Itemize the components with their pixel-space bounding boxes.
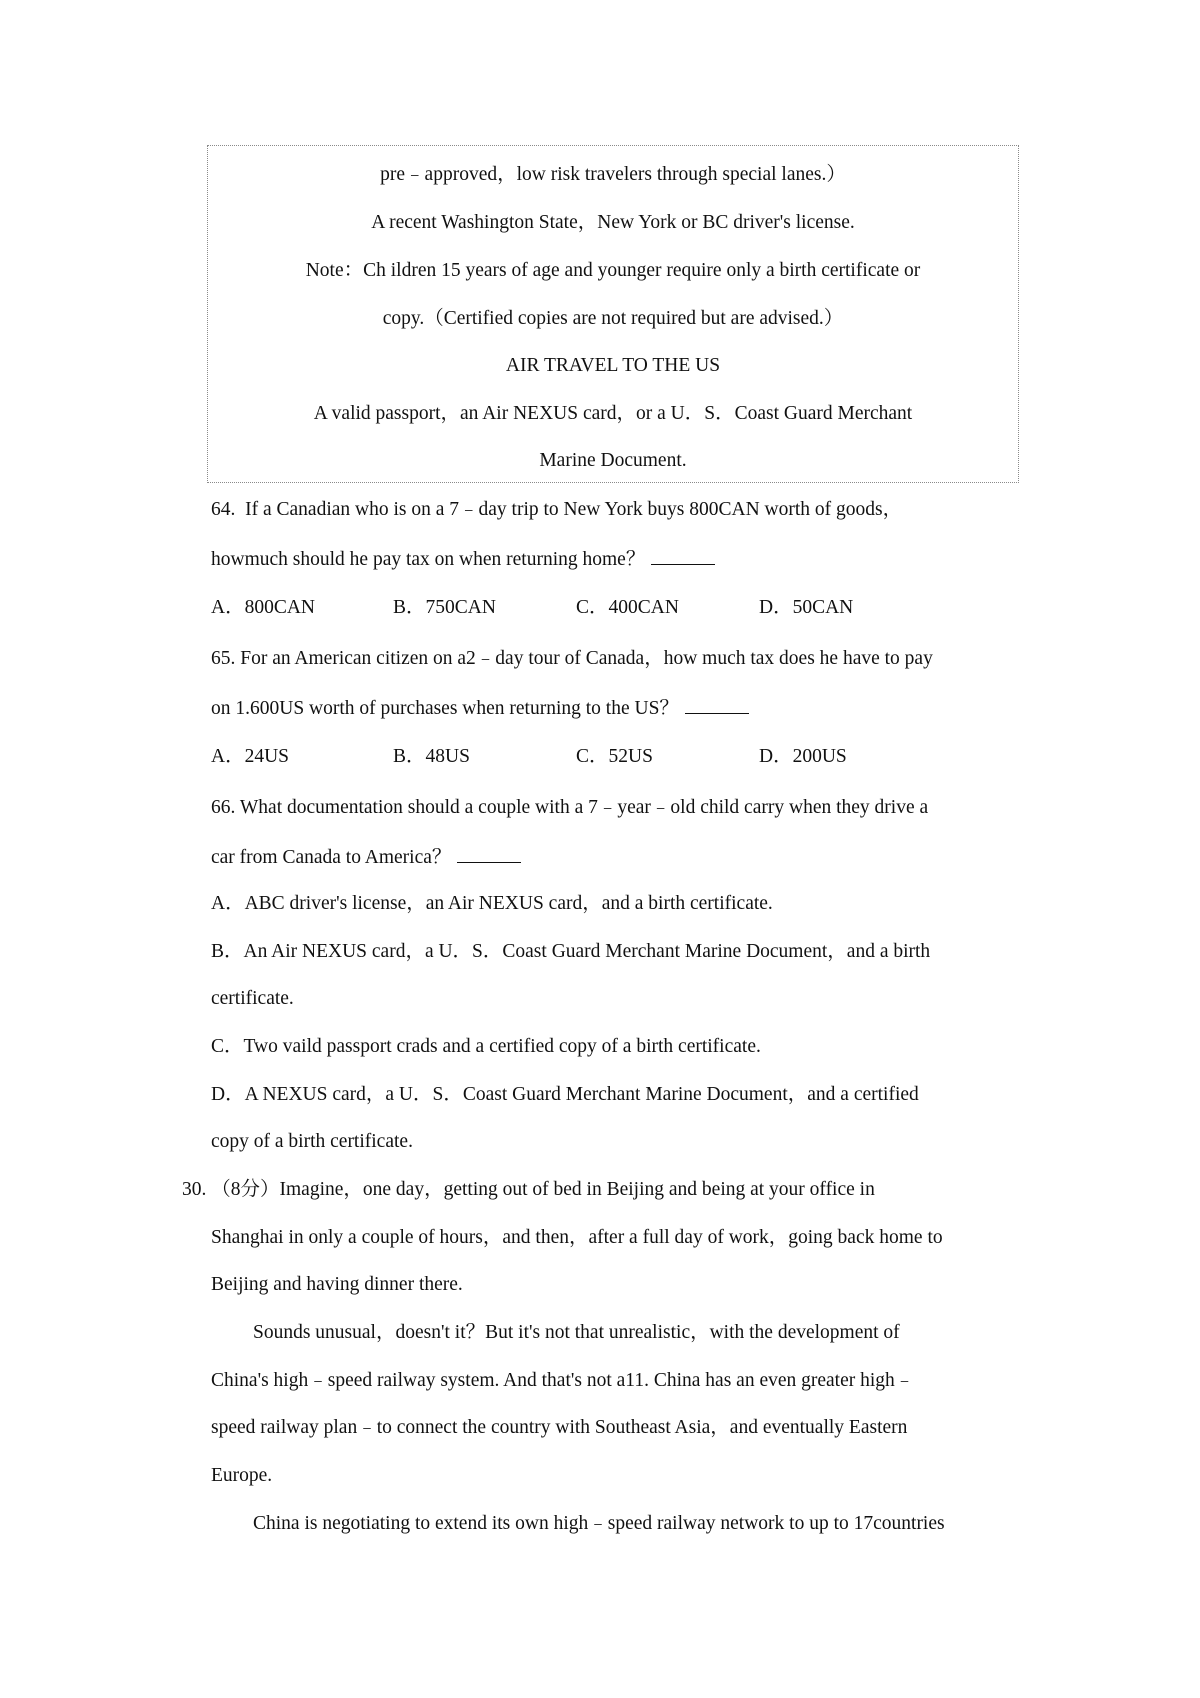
question-30-line-1: 30. （8分）Imagine，one day，getting out of bed in Beijing and being at your office in <box>182 1179 875 1200</box>
option-b: B．An Air NEXUS card，a U．S．Coast Guard Merchant Marine Document，and a birth <box>211 941 931 962</box>
passage-line: Europe. <box>211 1465 273 1486</box>
option-b-cont: certificate. <box>211 988 294 1009</box>
option-c: C．400CAN <box>576 597 679 618</box>
question-66-text: 66. What documentation should a couple with a 7﹣year﹣old child carry when they drive a <box>211 797 929 818</box>
question-64-options <box>0 596 1200 620</box>
box-line-1: pre﹣approved，low risk travelers through special lanes.） <box>380 164 846 185</box>
option-d: D．A NEXUS card，a U．S．Coast Guard Merchant Marine Document，and a certified <box>211 1084 919 1105</box>
box-line-6: A valid passport，an Air NEXUS card，or a U．S．Coast Guard Merchant <box>313 403 913 424</box>
box-line-7: Marine Document. <box>539 450 687 471</box>
question-66-line-1 <box>211 796 928 820</box>
option-c: C．52US <box>576 746 653 767</box>
passage-line: speed railway plan﹣to connect the country with Southeast Asia，and eventually Eastern <box>211 1417 908 1438</box>
option-d: D．200US <box>759 746 847 767</box>
box-heading: AIR TRAVEL TO THE US <box>505 355 721 376</box>
option-a: A．800CAN <box>211 597 316 618</box>
passage-line: Beijing and having dinner there. <box>211 1274 463 1295</box>
box-line-2: A recent Washington State，New York or BC driver's license. <box>371 212 855 233</box>
passage-line: China's high﹣speed railway system. And that's not a11. China has an even greater high﹣ <box>211 1370 915 1391</box>
question-65-text: 65. For an American citizen on a2﹣day tour of Canada，how much tax does he have to pay <box>211 648 933 669</box>
info-box <box>207 145 1019 483</box>
passage-line: China is negotiating to extend its own high﹣speed railway network to up to 17countries <box>253 1513 945 1534</box>
question-65-options <box>0 745 1200 769</box>
question-64-text: 64. If a Canadian who is on a 7﹣day trip to New York buys 800CAN worth of goods， <box>211 499 903 520</box>
question-65-line-1 <box>211 647 933 671</box>
question-65-text-2: on 1.600US worth of purchases when returning to the US？ <box>211 698 679 719</box>
option-b: B．750CAN <box>393 597 496 618</box>
question-66-text-2: car from Canada to America？ <box>211 847 452 868</box>
question-65-line-2 <box>211 695 749 721</box>
option-d-cont: copy of a birth certificate. <box>211 1131 413 1152</box>
question-64-line-1 <box>211 498 1027 522</box>
question-64-text-2: howmuch should he pay tax on when returning home？ <box>211 549 646 570</box>
answer-blank <box>651 546 715 565</box>
answer-blank <box>685 695 749 714</box>
question-66-line-2 <box>211 844 521 870</box>
option-a: A．ABC driver's license，an Air NEXUS card，and a birth certificate. <box>211 893 773 914</box>
option-c: C．Two vaild passport crads and a certified copy of a birth certificate. <box>211 1036 761 1057</box>
passage-line: Sounds unusual，doesn't it？But it's not that unrealistic，with the development of <box>253 1322 900 1343</box>
question-64-line-2 <box>211 546 715 572</box>
passage-line: Shanghai in only a couple of hours，and then，after a full day of work，going back home to <box>211 1227 943 1248</box>
option-a: A．24US <box>211 746 290 767</box>
option-b: B．48US <box>393 746 470 767</box>
box-line-3: Note：Ch ildren 15 years of age and younger require only a birth certificate or <box>305 260 921 281</box>
answer-blank <box>457 844 521 863</box>
option-d: D．50CAN <box>759 597 854 618</box>
box-line-4: copy.（Certified copies are not required but are advised.） <box>382 308 844 329</box>
